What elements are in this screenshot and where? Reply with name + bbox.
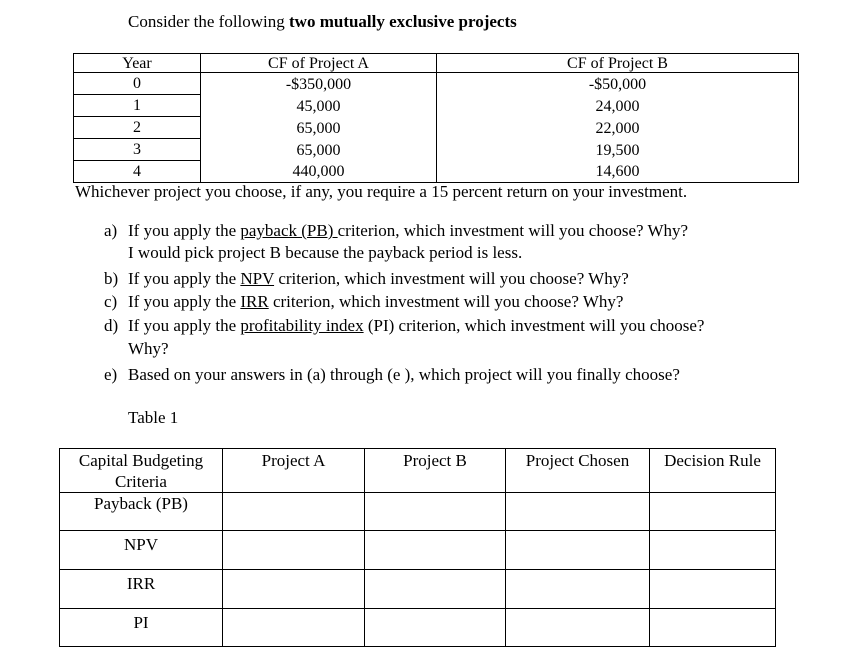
- year-cell: 2: [74, 117, 201, 139]
- question-a-pre: If you apply the: [128, 221, 241, 240]
- header-criteria-line1: Capital Budgeting: [78, 451, 204, 470]
- criteria-label: IRR: [60, 570, 223, 609]
- question-d-post: (PI) criterion, which investment will you choose?: [363, 316, 705, 335]
- header-project-chosen: Project Chosen: [506, 449, 650, 493]
- intro-text: [128, 12, 517, 32]
- question-d-pre: If you apply the: [128, 316, 241, 335]
- header-project-a: Project A: [223, 449, 365, 493]
- project-b-cell[interactable]: [365, 531, 506, 570]
- project-a-cell[interactable]: [223, 570, 365, 609]
- project-b-cell[interactable]: [365, 493, 506, 531]
- decision-rule-cell[interactable]: [650, 531, 776, 570]
- cf-b-cell: 24,000: [437, 95, 799, 117]
- question-b-letter: b): [104, 269, 119, 288]
- criteria-header-row: [60, 449, 776, 493]
- cash-flow-row: [74, 73, 799, 95]
- header-year: Year: [74, 54, 201, 73]
- question-e-text: Based on your answers in (a) through (e ), which project will you finally choose?: [128, 365, 680, 384]
- question-b-post: criterion, which investment will you choose? Why?: [274, 269, 629, 288]
- project-chosen-cell[interactable]: [506, 570, 650, 609]
- criteria-row-irr: [60, 570, 776, 609]
- criteria-label: NPV: [60, 531, 223, 570]
- project-chosen-cell[interactable]: [506, 493, 650, 531]
- decision-rule-cell[interactable]: [650, 570, 776, 609]
- project-chosen-cell[interactable]: [506, 609, 650, 647]
- cf-a-cell: 45,000: [201, 95, 437, 117]
- question-a-post: criterion, which investment will you choose? Why?: [337, 221, 689, 240]
- criteria-label: Payback (PB): [60, 493, 223, 531]
- cash-flow-row: [74, 139, 799, 161]
- cf-a-cell: -$350,000: [201, 73, 437, 95]
- answer-a-text: I would pick project B because the payback period is less.: [128, 243, 523, 262]
- question-c-term: IRR: [240, 292, 269, 311]
- project-b-cell[interactable]: [365, 609, 506, 647]
- criteria-row-pi: [60, 609, 776, 647]
- decision-rule-cell[interactable]: [650, 493, 776, 531]
- cash-flow-row: [74, 161, 799, 183]
- intro-prefix: Consider the following: [128, 12, 290, 31]
- cf-b-cell: 14,600: [437, 161, 799, 183]
- required-return-text: Whichever project you choose, if any, you require a 15 percent return on your investment.: [75, 182, 688, 201]
- cash-flow-row: [74, 95, 799, 117]
- year-cell: 0: [74, 73, 201, 95]
- year-cell: 4: [74, 161, 201, 183]
- question-d-letter: d): [104, 316, 119, 335]
- question-b-term: NPV: [240, 269, 275, 288]
- cf-a-cell: 65,000: [201, 117, 437, 139]
- intro-bold: two mutually exclusive projects: [289, 12, 517, 31]
- project-a-cell[interactable]: [223, 531, 365, 570]
- question-e-letter: e): [104, 365, 118, 384]
- cash-flow-header-row: [74, 54, 799, 73]
- cash-flow-row: [74, 117, 799, 139]
- question-c-post: criterion, which investment will you choose? Why?: [268, 292, 624, 311]
- decision-rule-cell[interactable]: [650, 609, 776, 647]
- header-project-b: Project B: [365, 449, 506, 493]
- header-cf-a: CF of Project A: [201, 54, 437, 73]
- criteria-label: PI: [60, 609, 223, 647]
- question-b-pre: If you apply the: [128, 269, 241, 288]
- cf-b-cell: 22,000: [437, 117, 799, 139]
- question-d-cont: Why?: [128, 339, 169, 358]
- question-c-letter: c): [104, 292, 118, 311]
- question-a-term: payback (PB): [240, 221, 338, 240]
- cf-b-cell: 19,500: [437, 139, 799, 161]
- cash-flow-table: [73, 53, 799, 183]
- question-d-term: profitability index: [240, 316, 364, 335]
- criteria-table: [59, 448, 776, 647]
- question-a-letter: a): [104, 221, 118, 240]
- criteria-row-payback: [60, 493, 776, 531]
- cf-b-cell: -$50,000: [437, 73, 799, 95]
- question-c-pre: If you apply the: [128, 292, 241, 311]
- header-decision-rule: Decision Rule: [650, 449, 776, 493]
- cf-a-cell: 440,000: [201, 161, 437, 183]
- header-criteria: [60, 449, 223, 493]
- year-cell: 3: [74, 139, 201, 161]
- cf-a-cell: 65,000: [201, 139, 437, 161]
- project-chosen-cell[interactable]: [506, 531, 650, 570]
- criteria-row-npv: [60, 531, 776, 570]
- header-criteria-line2: Criteria: [115, 472, 167, 491]
- project-a-cell[interactable]: [223, 609, 365, 647]
- year-cell: 1: [74, 95, 201, 117]
- table-caption: Table 1: [128, 408, 179, 427]
- header-cf-b: CF of Project B: [437, 54, 799, 73]
- project-b-cell[interactable]: [365, 570, 506, 609]
- project-a-cell[interactable]: [223, 493, 365, 531]
